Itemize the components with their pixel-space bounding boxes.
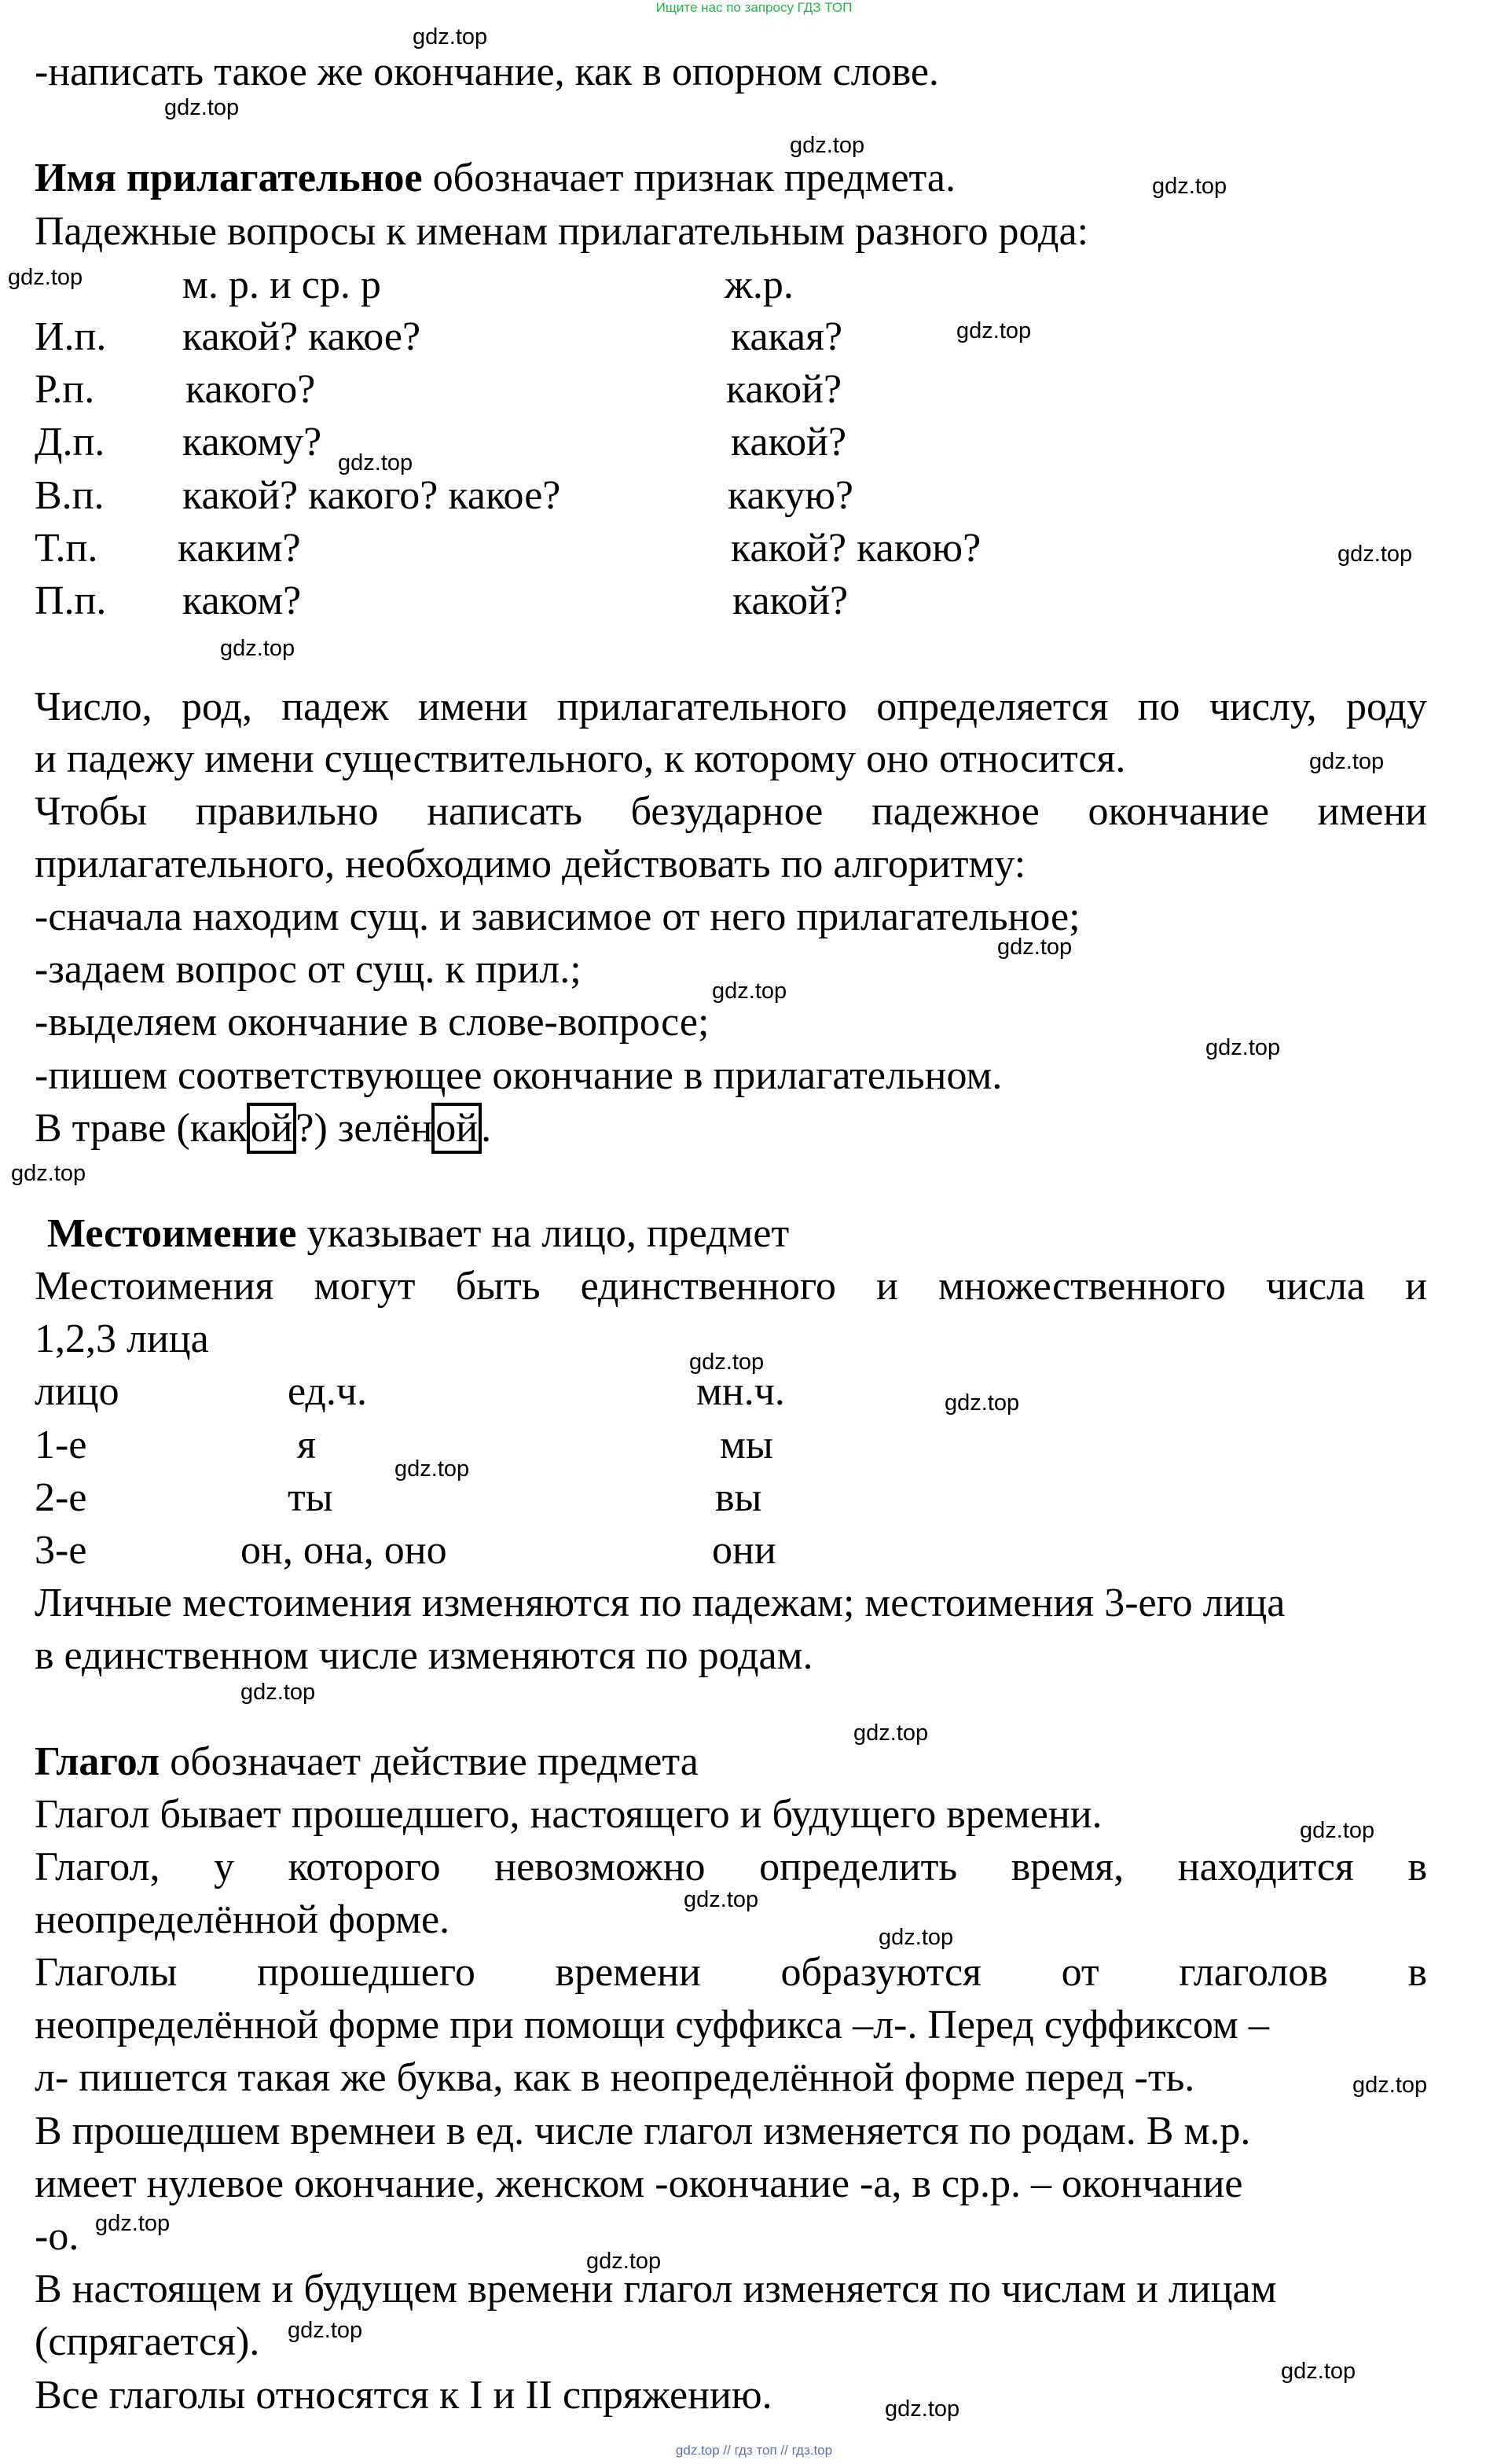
algorithm-step: -задаем вопрос от сущ. к прил.; (35, 947, 582, 992)
col-plural: мн.ч. (696, 1369, 785, 1414)
case-question-mn: какого? (185, 367, 316, 412)
verb-text-line: Глаголы прошедшего времени образуются от глаголов в (35, 1950, 1427, 1995)
case-name: Р.п. (35, 367, 95, 412)
case-name: П.п. (35, 578, 107, 623)
verb-text-line: Глагол, у которого невозможно определить время, находится в (35, 1845, 1427, 1889)
adjective-definition: обозначает признак предмета. (422, 156, 956, 200)
verb-text-line: л- пишется такая же буква, как в неопределённой форме перед -ть. (35, 2055, 1195, 2100)
pronoun-plural: они (712, 1528, 776, 1573)
verb-heading (35, 1738, 699, 1786)
case-question-mn: каком? (182, 578, 302, 623)
example-text: ?) зелён (295, 1106, 433, 1151)
pronoun-person: 2-е (35, 1475, 87, 1520)
example-text: . (481, 1106, 492, 1151)
verb-text-line: В прошедшем времнеи в ед. числе глагол изменяется по родам. В м.р. (35, 2109, 1251, 2154)
verb-term: Глагол (35, 1739, 160, 1784)
watermark: gdz.top (1281, 2359, 1356, 2384)
adjective-term: Имя прилагательное (35, 156, 423, 200)
watermark: gdz.top (712, 979, 787, 1004)
algorithm-step: -выделяем окончание в слове-вопросе; (35, 1000, 710, 1045)
verb-text-line: В настоящем и будущем времени глагол изменяется по числам и лицам (35, 2267, 1277, 2312)
watermark: gdz.top (879, 1925, 954, 1950)
case-question-mn: какому? (182, 420, 322, 465)
pronoun-singular: ты (288, 1475, 333, 1520)
case-name: И.п. (35, 314, 107, 359)
case-question-f: какой? (726, 367, 842, 412)
watermark: gdz.top (956, 318, 1032, 343)
pronoun-plural: вы (715, 1475, 762, 1520)
adjective-rule-line: Число, род, падеж имени прилагательного определяется по числу, роду (35, 685, 1427, 729)
pronoun-person: 3-е (35, 1528, 87, 1573)
watermark: gdz.top (1300, 1818, 1375, 1843)
watermark: gdz.top (1337, 542, 1413, 567)
watermark: gdz.top (945, 1390, 1020, 1416)
verb-text-line: (спрягается). (35, 2319, 260, 2364)
watermark: gdz.top (997, 935, 1073, 960)
watermark: gdz.top (164, 95, 240, 120)
verb-text-line: имеет нулевое окончание, женском -окончание -а, в ср.р. – окончание (35, 2161, 1243, 2206)
adjective-rule-line: и падежу имени существительного, к которому оно относится. (35, 736, 1126, 781)
watermark: gdz.top (1309, 749, 1385, 774)
watermark: gdz.top (1352, 2073, 1428, 2098)
case-question-f: какой? какою? (731, 526, 981, 571)
boxed-ending: ой (431, 1103, 482, 1154)
case-question-f: какую? (728, 473, 854, 518)
col-person: лицо (35, 1369, 119, 1414)
watermark: gdz.top (394, 1456, 470, 1482)
watermark: gdz.top (11, 1161, 86, 1186)
col-masc-neut: м. р. и ср. р (182, 263, 381, 307)
adjective-heading (35, 154, 956, 203)
col-fem: ж.р. (725, 263, 794, 307)
watermark: gdz.top (95, 2211, 171, 2236)
pronoun-singular: я (297, 1423, 316, 1467)
boxed-ending: ой (247, 1103, 297, 1154)
verb-text-line: Все глаголы относятся к I и II спряжению. (35, 2373, 772, 2418)
pronoun-person: 1-е (35, 1423, 87, 1467)
col-singular: ед.ч. (288, 1369, 368, 1414)
pronoun-singular: он, она, оно (240, 1528, 447, 1573)
case-question-f: какой? (731, 420, 847, 465)
example-text: В траве (как (35, 1106, 248, 1151)
pronoun-definition: указывает на лицо, предмет (296, 1211, 790, 1256)
verb-text-line: -о. (35, 2214, 79, 2259)
case-question-mn: какой? какого? какое? (182, 473, 561, 518)
case-question-f: какой? (732, 578, 849, 623)
pronoun-text-line: Местоимения могут быть единственного и множественного числа и (35, 1264, 1427, 1309)
case-question-mn: каким? (178, 526, 301, 571)
watermark: gdz.top (240, 1680, 316, 1705)
watermark: gdz.top (689, 1350, 765, 1375)
site-header-note: Ищите нас по запросу ГДЗ ТОП (655, 0, 853, 15)
pronoun-note-line: в единственном числе изменяются по родам. (35, 1633, 813, 1678)
watermark: gdz.top (8, 265, 83, 290)
adjective-questions-intro: Падежные вопросы к именам прилагательным разного рода: (35, 209, 1089, 254)
case-question-f: какая? (731, 314, 843, 359)
algorithm-step: -сначала находим сущ. и зависимое от него прилагательное; (35, 894, 1081, 939)
verb-definition: обозначает действие предмета (160, 1739, 699, 1784)
verb-text-line: Глагол бывает прошедшего, настоящего и будущего времени. (35, 1792, 1103, 1837)
algorithm-step: -пишем соответствующее окончание в прилагательном. (35, 1053, 1003, 1098)
watermark: gdz.top (790, 133, 865, 158)
pronoun-text-line: 1,2,3 лица (35, 1316, 209, 1361)
watermark: gdz.top (1152, 174, 1227, 199)
case-question-mn: какой? какое? (182, 314, 421, 359)
algorithm-intro-line: Чтобы правильно написать безударное падежное окончание имени (35, 789, 1427, 834)
case-name: В.п. (35, 473, 105, 518)
watermark: gdz.top (288, 2318, 363, 2343)
verb-text-line: неопределённой форме. (35, 1897, 450, 1942)
intro-line: -написать такое же окончание, как в опорном слове. (35, 50, 939, 94)
watermark: gdz.top (413, 24, 488, 50)
pronoun-heading (47, 1210, 789, 1258)
verb-text-line: неопределённой форме при помощи суффикса –л-. Перед суффиксом – (35, 2003, 1269, 2047)
pronoun-plural: мы (720, 1423, 773, 1467)
watermark: gdz.top (853, 1720, 929, 1746)
watermark: gdz.top (885, 2396, 960, 2422)
watermark: gdz.top (338, 450, 413, 476)
case-name: Т.п. (35, 526, 98, 571)
watermark: gdz.top (684, 1887, 759, 1912)
adjective-example (35, 1104, 491, 1153)
watermark: gdz.top (586, 2249, 662, 2274)
watermark: gdz.top (220, 636, 295, 661)
site-footer-note: gdz.top // гдз топ // гдз.top (675, 2443, 833, 2458)
pronoun-note-line: Личные местоимения изменяются по падежам; местоимения 3-его лица (35, 1581, 1286, 1625)
pronoun-term: Местоимение (47, 1211, 297, 1256)
algorithm-intro-line: прилагательного, необходимо действовать по алгоритму: (35, 842, 1026, 887)
case-name: Д.п. (35, 420, 105, 465)
watermark: gdz.top (1205, 1035, 1281, 1060)
